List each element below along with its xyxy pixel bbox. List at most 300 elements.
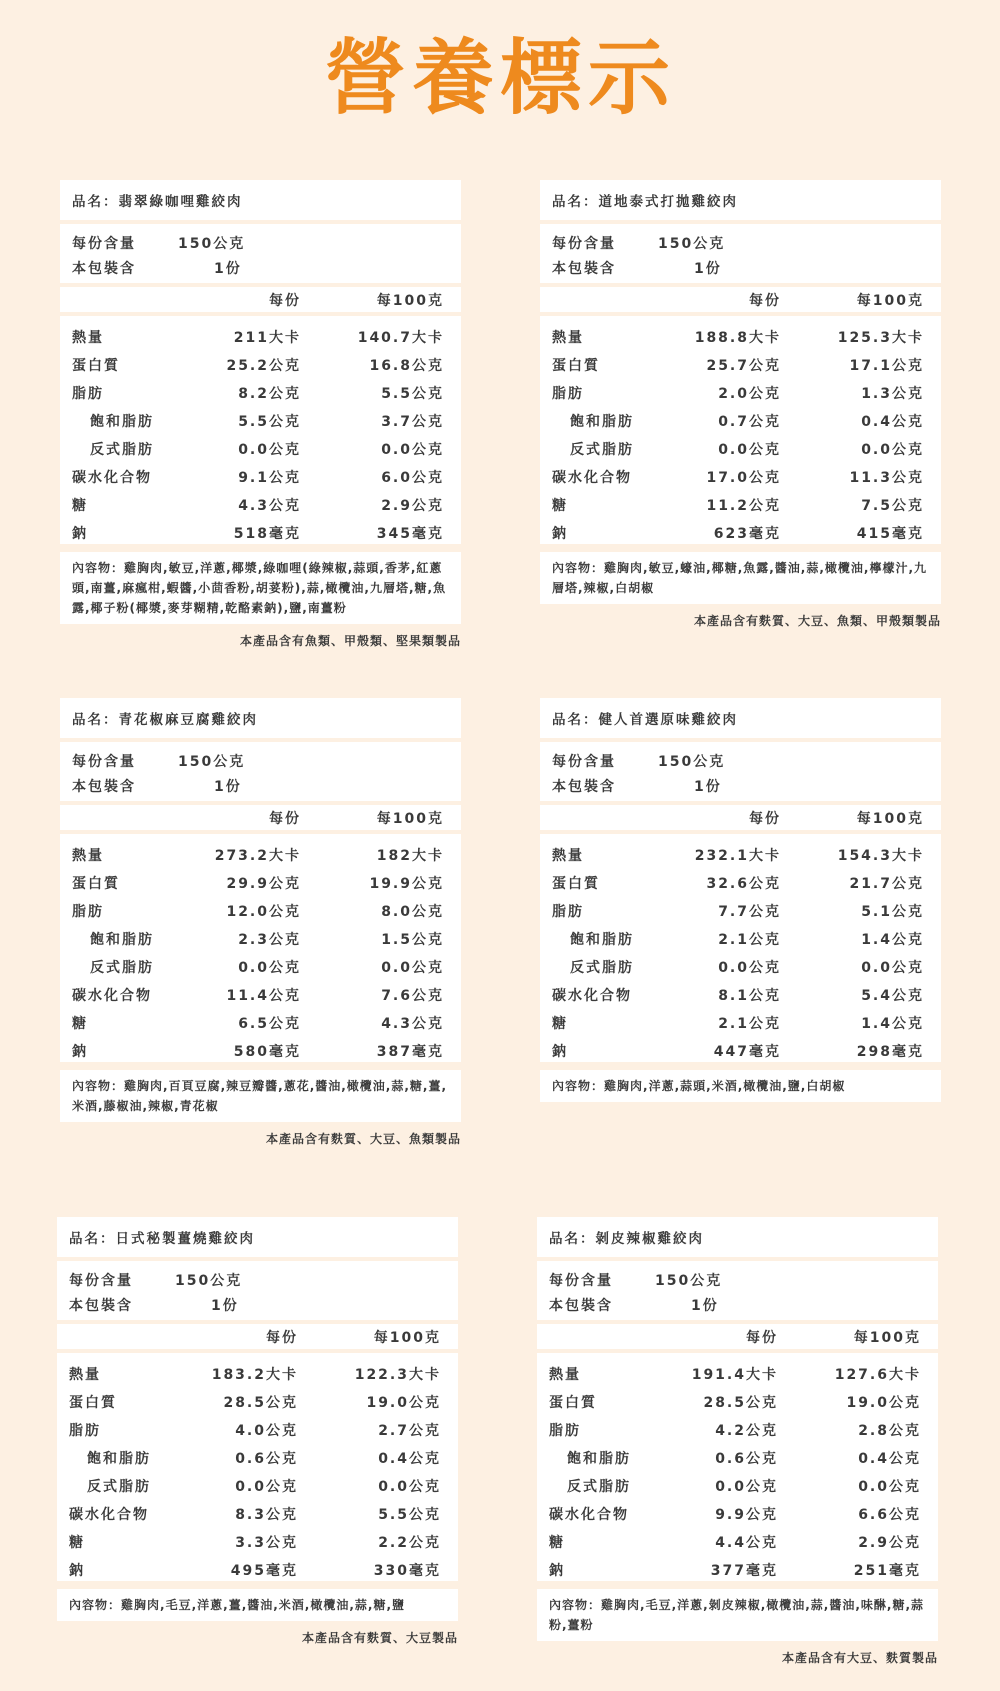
per-100g-value: 0.0公克 [381, 442, 444, 458]
per-100g-value: 5.5公克 [378, 1507, 441, 1523]
per-100g-value: 125.3大卡 [837, 330, 924, 346]
per-serving-value: 11.4公克 [226, 988, 301, 1004]
serving-size-row [552, 748, 929, 773]
per-serving-value: 518毫克 [233, 526, 301, 542]
nutrient-row [537, 1472, 938, 1500]
serving-size-value: 150公克 [175, 1272, 243, 1289]
serving-size-row [72, 748, 449, 773]
per-100g-value: 2.9公克 [858, 1535, 921, 1551]
per-serving-value: 4.3公克 [238, 498, 301, 514]
allergen-note: 本產品含有麩質、大豆製品 [301, 1631, 458, 1645]
per-serving-value: 0.0公克 [238, 442, 301, 458]
per-100g-value: 0.4公克 [861, 414, 924, 430]
nutrition-panel-2 [540, 180, 941, 629]
nutrient-row [537, 1416, 938, 1444]
per-100g-value: 8.0公克 [381, 904, 444, 920]
serving-size-value: 150公克 [178, 753, 246, 770]
serving-size-label: 每份含量 [69, 1272, 133, 1289]
nutrient-name: 反式脂肪 [90, 442, 154, 458]
per-100g-value: 11.3公克 [849, 470, 924, 486]
nutrient-name: 脂肪 [552, 904, 584, 920]
per-100g-value: 6.6公克 [858, 1507, 921, 1523]
nutrient-name: 碳水化合物 [552, 988, 632, 1004]
nutrient-row [57, 1556, 458, 1584]
servings-row [72, 773, 449, 798]
per-serving-value: 0.7公克 [718, 414, 781, 430]
serving-box [60, 742, 461, 801]
nutrient-row [537, 1360, 938, 1388]
nutrient-row [60, 519, 461, 547]
servings-value: 1份 [694, 778, 722, 795]
nutrient-table [537, 1353, 938, 1581]
nutrient-row [60, 897, 461, 925]
nutrient-row [60, 379, 461, 407]
per-100g-value: 154.3大卡 [837, 848, 924, 864]
per-100g-value: 251毫克 [853, 1563, 921, 1579]
per-serving-value: 377毫克 [710, 1563, 778, 1579]
nutrient-name: 飽和脂肪 [90, 932, 154, 948]
nutrient-row [540, 925, 941, 953]
per-serving-value: 25.7公克 [706, 358, 781, 374]
nutrient-name: 鈉 [72, 1044, 88, 1060]
per-100g-header: 每100克 [856, 810, 924, 827]
nutrient-name: 脂肪 [552, 386, 584, 402]
per-100g-value: 5.4公克 [861, 988, 924, 1004]
nutrient-name: 飽和脂肪 [570, 932, 634, 948]
per-serving-value: 32.6公克 [706, 876, 781, 892]
allergen-note: 本產品含有大豆、麩質製品 [781, 1651, 938, 1665]
nutrient-row [60, 407, 461, 435]
serving-size-row [69, 1267, 446, 1292]
per-serving-value: 4.0公克 [235, 1423, 298, 1439]
per-100g-value: 0.4公克 [858, 1451, 921, 1467]
per-serving-header: 每份 [749, 292, 781, 309]
ingredients-label: 內容物： [552, 1079, 605, 1093]
column-header [57, 1324, 458, 1349]
nutrient-row [537, 1500, 938, 1528]
per-serving-value: 28.5公克 [703, 1395, 778, 1411]
ingredients-text: 雞胸肉,毛豆,洋蔥,剝皮辣椒,橄欖油,蒜,醬油,味醂,糖,蒜粉,薑粉 [549, 1598, 925, 1632]
per-serving-value: 28.5公克 [223, 1395, 298, 1411]
nutrient-row [60, 869, 461, 897]
per-100g-value: 16.8公克 [369, 358, 444, 374]
per-100g-value: 19.0公克 [846, 1395, 921, 1411]
servings-value: 1份 [214, 260, 242, 277]
servings-value: 1份 [691, 1297, 719, 1314]
per-100g-value: 0.0公克 [378, 1479, 441, 1495]
ingredients-box [537, 1589, 938, 1641]
per-serving-header: 每份 [266, 1329, 298, 1346]
serving-size-label: 每份含量 [549, 1272, 613, 1289]
nutrient-name: 鈉 [549, 1563, 565, 1579]
ingredients-box [60, 1070, 461, 1122]
nutrient-row [540, 407, 941, 435]
servings-value: 1份 [694, 260, 722, 277]
product-name: 健人首選原味雞絞肉 [598, 712, 738, 728]
nutrient-row [60, 491, 461, 519]
nutrient-name: 反式脂肪 [90, 960, 154, 976]
serving-box [537, 1261, 938, 1320]
per-100g-value: 182大卡 [376, 848, 444, 864]
servings-label: 本包裝含 [549, 1297, 613, 1314]
serving-box [540, 742, 941, 801]
product-name-box [540, 180, 941, 220]
per-100g-value: 330毫克 [373, 1563, 441, 1579]
nutrient-name: 糖 [552, 1016, 568, 1032]
nutrient-name: 脂肪 [69, 1423, 101, 1439]
per-100g-header: 每100克 [856, 292, 924, 309]
column-header [537, 1324, 938, 1349]
nutrition-panel-4 [540, 698, 941, 1102]
per-100g-value: 345毫克 [376, 526, 444, 542]
per-100g-value: 298毫克 [856, 1044, 924, 1060]
nutrient-table [60, 316, 461, 544]
nutrient-name: 飽和脂肪 [87, 1451, 151, 1467]
servings-value: 1份 [214, 778, 242, 795]
nutrient-name: 糖 [72, 1016, 88, 1032]
nutrition-panel-3 [60, 698, 461, 1147]
nutrient-name: 反式脂肪 [87, 1479, 151, 1495]
nutrient-name: 反式脂肪 [567, 1479, 631, 1495]
servings-row [72, 255, 449, 280]
per-100g-value: 0.0公克 [858, 1479, 921, 1495]
per-serving-value: 25.2公克 [226, 358, 301, 374]
per-serving-value: 8.1公克 [718, 988, 781, 1004]
per-serving-value: 0.0公克 [718, 960, 781, 976]
nutrient-name: 熱量 [549, 1367, 581, 1383]
per-serving-value: 11.2公克 [706, 498, 781, 514]
serving-size-value: 150公克 [658, 235, 726, 252]
nutrient-row [57, 1500, 458, 1528]
per-serving-value: 4.2公克 [715, 1423, 778, 1439]
per-100g-value: 19.9公克 [369, 876, 444, 892]
product-name: 日式秘製薑燒雞絞肉 [115, 1231, 255, 1247]
per-100g-value: 0.0公克 [861, 960, 924, 976]
per-serving-value: 211大卡 [233, 330, 301, 346]
nutrient-name: 飽和脂肪 [567, 1451, 631, 1467]
product-name-box [540, 698, 941, 738]
ingredients-box [540, 1070, 941, 1102]
nutrient-name: 糖 [69, 1535, 85, 1551]
ingredients-text: 雞胸肉,毛豆,洋蔥,薑,醬油,米酒,橄欖油,蒜,糖,鹽 [121, 1598, 406, 1612]
per-100g-value: 2.7公克 [378, 1423, 441, 1439]
per-serving-header: 每份 [746, 1329, 778, 1346]
nutrient-row [60, 981, 461, 1009]
per-100g-value: 1.5公克 [381, 932, 444, 948]
nutrient-name: 蛋白質 [552, 358, 600, 374]
name-prefix: 品名： [72, 712, 119, 728]
per-serving-value: 7.7公克 [718, 904, 781, 920]
per-serving-value: 0.0公克 [238, 960, 301, 976]
nutrient-row [540, 869, 941, 897]
nutrient-name: 反式脂肪 [570, 960, 634, 976]
ingredients-label: 內容物： [549, 1598, 602, 1612]
nutrient-name: 糖 [549, 1535, 565, 1551]
allergen-note: 本產品含有麩質、大豆、魚類製品 [265, 1132, 461, 1146]
nutrient-row [540, 323, 941, 351]
ingredients-text: 雞胸肉,百頁豆腐,辣豆瓣醬,蔥花,醬油,橄欖油,蒜,糖,薑,米酒,藤椒油,辣椒,青花椒 [72, 1079, 448, 1113]
servings-label: 本包裝含 [72, 260, 136, 277]
nutrient-name: 脂肪 [72, 904, 104, 920]
nutrient-row [540, 841, 941, 869]
nutrient-row [540, 1037, 941, 1065]
serving-size-value: 150公克 [655, 1272, 723, 1289]
name-prefix: 品名： [552, 712, 599, 728]
ingredients-text: 雞胸肉,洋蔥,蒜頭,米酒,橄欖油,鹽,白胡椒 [604, 1079, 846, 1093]
servings-label: 本包裝含 [72, 778, 136, 795]
per-serving-value: 580毫克 [233, 1044, 301, 1060]
per-100g-value: 21.7公克 [849, 876, 924, 892]
servings-label: 本包裝含 [552, 778, 616, 795]
serving-size-label: 每份含量 [72, 753, 136, 770]
nutrient-name: 碳水化合物 [549, 1507, 629, 1523]
per-serving-value: 188.8大卡 [694, 330, 781, 346]
nutrient-row [537, 1556, 938, 1584]
nutrition-panel-1 [60, 180, 461, 649]
nutrient-row [60, 323, 461, 351]
per-serving-value: 495毫克 [230, 1563, 298, 1579]
nutrient-row [540, 491, 941, 519]
per-100g-value: 2.2公克 [378, 1535, 441, 1551]
nutrient-row [537, 1528, 938, 1556]
nutrition-panel-6 [537, 1217, 938, 1666]
serving-box [57, 1261, 458, 1320]
serving-size-row [552, 230, 929, 255]
nutrient-name: 熱量 [552, 330, 584, 346]
nutrient-name: 鈉 [72, 526, 88, 542]
name-prefix: 品名： [552, 194, 599, 210]
nutrient-table [60, 834, 461, 1062]
nutrient-name: 蛋白質 [549, 1395, 597, 1411]
nutrient-row [540, 463, 941, 491]
ingredients-label: 內容物： [552, 561, 605, 575]
per-serving-header: 每份 [749, 810, 781, 827]
per-100g-value: 7.6公克 [381, 988, 444, 1004]
per-100g-value: 0.0公克 [381, 960, 444, 976]
product-name-box [60, 698, 461, 738]
per-100g-value: 2.8公克 [858, 1423, 921, 1439]
nutrient-name: 飽和脂肪 [90, 414, 154, 430]
nutrient-row [540, 953, 941, 981]
name-prefix: 品名： [69, 1231, 116, 1247]
nutrient-row [60, 463, 461, 491]
ingredients-box [57, 1589, 458, 1621]
ingredients-box [60, 552, 461, 624]
per-serving-value: 8.3公克 [235, 1507, 298, 1523]
nutrient-row [540, 435, 941, 463]
servings-row [552, 773, 929, 798]
nutrient-row [60, 435, 461, 463]
per-100g-value: 4.3公克 [381, 1016, 444, 1032]
per-100g-value: 1.4公克 [861, 1016, 924, 1032]
per-serving-value: 0.6公克 [715, 1451, 778, 1467]
nutrient-name: 反式脂肪 [570, 442, 634, 458]
allergen-note: 本產品含有魚類、甲殼類、堅果類製品 [239, 634, 461, 648]
allergen-note: 本產品含有麩質、大豆、魚類、甲殼類製品 [693, 614, 941, 628]
per-100g-value: 0.0公克 [861, 442, 924, 458]
per-100g-value: 122.3大卡 [354, 1367, 441, 1383]
nutrient-name: 碳水化合物 [552, 470, 632, 486]
column-header [60, 287, 461, 312]
nutrient-name: 蛋白質 [72, 358, 120, 374]
column-header [540, 287, 941, 312]
ingredients-text: 雞胸肉,敏豆,蠔油,椰糖,魚露,醬油,蒜,橄欖油,檸檬汁,九層塔,辣椒,白胡椒 [552, 561, 928, 595]
servings-row [69, 1292, 446, 1317]
per-serving-value: 273.2大卡 [214, 848, 301, 864]
per-serving-value: 2.3公克 [238, 932, 301, 948]
nutrient-row [540, 981, 941, 1009]
per-100g-value: 387毫克 [376, 1044, 444, 1060]
per-serving-value: 0.0公克 [715, 1479, 778, 1495]
per-serving-value: 3.3公克 [235, 1535, 298, 1551]
per-serving-value: 8.2公克 [238, 386, 301, 402]
nutrient-name: 碳水化合物 [72, 988, 152, 1004]
product-name-box [57, 1217, 458, 1257]
serving-box [540, 224, 941, 283]
serving-size-row [549, 1267, 926, 1292]
per-serving-header: 每份 [269, 810, 301, 827]
product-name: 翡翠綠咖哩雞絞肉 [118, 194, 243, 210]
serving-size-label: 每份含量 [552, 235, 616, 252]
nutrient-name: 糖 [72, 498, 88, 514]
nutrient-name: 飽和脂肪 [570, 414, 634, 430]
per-100g-header: 每100克 [376, 292, 444, 309]
per-100g-value: 19.0公克 [366, 1395, 441, 1411]
per-100g-header: 每100克 [373, 1329, 441, 1346]
nutrient-row [537, 1388, 938, 1416]
serving-size-value: 150公克 [658, 753, 726, 770]
page-title: 營養標示 [323, 31, 676, 126]
per-100g-value: 6.0公克 [381, 470, 444, 486]
servings-row [552, 255, 929, 280]
per-100g-value: 5.5公克 [381, 386, 444, 402]
ingredients-label: 內容物： [69, 1598, 122, 1612]
serving-size-label: 每份含量 [552, 753, 616, 770]
nutrient-row [60, 1037, 461, 1065]
per-serving-value: 9.9公克 [715, 1507, 778, 1523]
nutrient-name: 蛋白質 [72, 876, 120, 892]
per-100g-value: 0.4公克 [378, 1451, 441, 1467]
nutrient-row [57, 1388, 458, 1416]
per-100g-value: 2.9公克 [381, 498, 444, 514]
per-100g-value: 415毫克 [856, 526, 924, 542]
per-100g-header: 每100克 [853, 1329, 921, 1346]
column-header [540, 805, 941, 830]
nutrient-row [57, 1416, 458, 1444]
per-100g-value: 1.4公克 [861, 932, 924, 948]
nutrient-name: 鈉 [69, 1563, 85, 1579]
nutrient-name: 蛋白質 [69, 1395, 117, 1411]
nutrient-row [540, 1009, 941, 1037]
nutrient-name: 鈉 [552, 1044, 568, 1060]
serving-size-value: 150公克 [178, 235, 246, 252]
per-serving-value: 232.1大卡 [694, 848, 781, 864]
per-serving-value: 12.0公克 [226, 904, 301, 920]
serving-box [60, 224, 461, 283]
nutrient-name: 脂肪 [549, 1423, 581, 1439]
nutrient-row [57, 1528, 458, 1556]
nutrient-row [57, 1360, 458, 1388]
ingredients-box [540, 552, 941, 604]
product-name-box [60, 180, 461, 220]
ingredients-text: 雞胸肉,敏豆,洋蔥,椰漿,綠咖哩(綠辣椒,蒜頭,香茅,紅蔥頭,南薑,麻瘋柑,蝦醬,小茴香粉,胡荽粉),蒜,橄欖油,九層塔,糖,魚露,椰子粉(椰漿,麥芽糊精,乾酪素鈉),鹽,南薑粉 [72, 561, 447, 615]
nutrient-row [60, 925, 461, 953]
per-serving-value: 183.2大卡 [211, 1367, 298, 1383]
nutrient-row [60, 351, 461, 379]
per-100g-value: 1.3公克 [861, 386, 924, 402]
nutrient-row [540, 897, 941, 925]
per-100g-header: 每100克 [376, 810, 444, 827]
servings-row [549, 1292, 926, 1317]
per-serving-value: 5.5公克 [238, 414, 301, 430]
per-100g-value: 5.1公克 [861, 904, 924, 920]
per-serving-value: 2.1公克 [718, 932, 781, 948]
nutrient-row [60, 841, 461, 869]
servings-label: 本包裝含 [552, 260, 616, 277]
nutrient-table [540, 834, 941, 1062]
nutrient-table [540, 316, 941, 544]
product-name: 青花椒麻豆腐雞絞肉 [118, 712, 258, 728]
per-serving-value: 9.1公克 [238, 470, 301, 486]
name-prefix: 品名： [549, 1231, 596, 1247]
per-serving-value: 6.5公克 [238, 1016, 301, 1032]
nutrient-name: 糖 [552, 498, 568, 514]
nutrient-name: 蛋白質 [552, 876, 600, 892]
nutrient-row [540, 379, 941, 407]
nutrition-panel-5 [57, 1217, 458, 1646]
nutrient-name: 熱量 [72, 330, 104, 346]
nutrient-row [540, 351, 941, 379]
per-serving-value: 17.0公克 [706, 470, 781, 486]
product-name: 剝皮辣椒雞絞肉 [595, 1231, 704, 1247]
product-name-box [537, 1217, 938, 1257]
per-serving-value: 0.0公克 [235, 1479, 298, 1495]
nutrient-row [57, 1472, 458, 1500]
per-100g-value: 17.1公克 [849, 358, 924, 374]
per-serving-value: 447毫克 [713, 1044, 781, 1060]
per-serving-value: 4.4公克 [715, 1535, 778, 1551]
nutrient-name: 熱量 [552, 848, 584, 864]
per-serving-value: 0.6公克 [235, 1451, 298, 1467]
per-serving-value: 2.1公克 [718, 1016, 781, 1032]
per-100g-value: 140.7大卡 [357, 330, 444, 346]
per-100g-value: 7.5公克 [861, 498, 924, 514]
nutrient-name: 熱量 [69, 1367, 101, 1383]
nutrient-row [60, 1009, 461, 1037]
name-prefix: 品名： [72, 194, 119, 210]
nutrient-name: 碳水化合物 [72, 470, 152, 486]
per-serving-value: 0.0公克 [718, 442, 781, 458]
per-serving-value: 2.0公克 [718, 386, 781, 402]
nutrient-row [540, 519, 941, 547]
per-serving-value: 191.4大卡 [691, 1367, 778, 1383]
serving-size-label: 每份含量 [72, 235, 136, 252]
nutrient-name: 鈉 [552, 526, 568, 542]
ingredients-label: 內容物： [72, 561, 125, 575]
nutrient-row [60, 953, 461, 981]
per-serving-value: 29.9公克 [226, 876, 301, 892]
nutrient-name: 碳水化合物 [69, 1507, 149, 1523]
per-serving-header: 每份 [269, 292, 301, 309]
per-100g-value: 3.7公克 [381, 414, 444, 430]
product-name: 道地泰式打拋雞絞肉 [598, 194, 738, 210]
servings-value: 1份 [211, 1297, 239, 1314]
servings-label: 本包裝含 [69, 1297, 133, 1314]
serving-size-row [72, 230, 449, 255]
nutrient-name: 脂肪 [72, 386, 104, 402]
per-100g-value: 127.6大卡 [834, 1367, 921, 1383]
ingredients-label: 內容物： [72, 1079, 125, 1093]
